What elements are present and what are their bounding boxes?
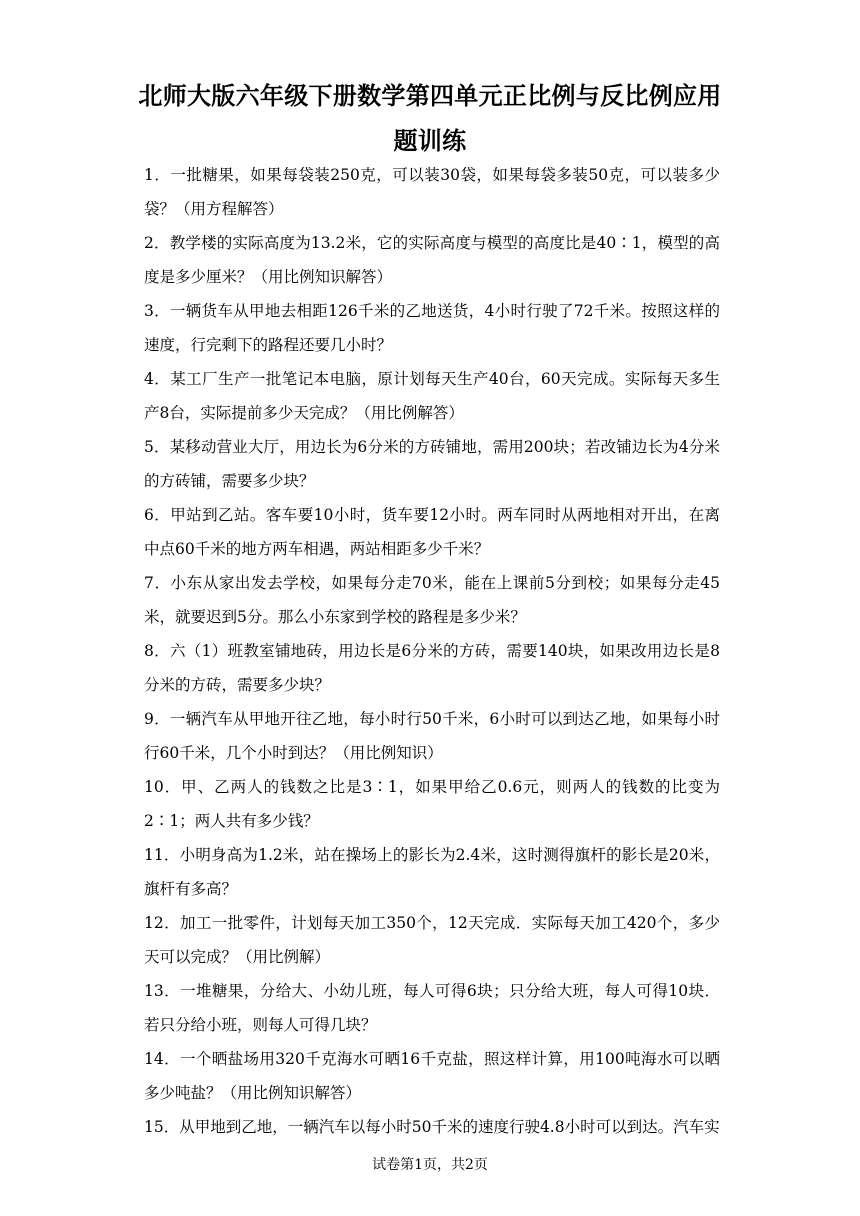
question-12: 12．加工一批零件，计划每天加工350个，12天完成．实际每天加工420个，多少天可以完成？（用比例解）	[144, 914, 720, 966]
question-3: 3．一辆货车从甲地去相距126千米的乙地送货，4小时行驶了72千米。按照这样的速度，行完剩下的路程还要几小时？	[144, 302, 720, 354]
question-2: 2．教学楼的实际高度为13.2米，它的实际高度与模型的高度比是40∶1，模型的高度是多少厘米？（用比例知识解答）	[144, 234, 720, 286]
page-title: 北师大版六年级下册数学第四单元正比例与反比例应用题训练	[138, 82, 722, 155]
question-13: 13．一堆糖果，分给大、小幼儿班，每人可得6块；只分给大班，每人可得10块．若只分给小班，则每人可得几块？	[144, 982, 720, 1034]
question-1: 1．一批糖果，如果每袋装250克，可以装30袋，如果每袋多装50克，可以装多少袋？（用方程解答）	[144, 166, 720, 218]
question-15: 15．从甲地到乙地，一辆汽车以每小时50千米的速度行驶4.8小时可以到达。汽车实	[144, 1118, 720, 1136]
question-11: 11．小明身高为1.2米，站在操场上的影长为2.4米，这时测得旗杆的影长是20米，旗杆有多高？	[144, 846, 720, 898]
question-8: 8．六（1）班教室铺地砖，用边长是6分米的方砖，需要140块，如果改用边长是8分米的方砖，需要多少块？	[144, 642, 720, 694]
question-7: 7．小东从家出发去学校，如果每分走70米，能在上课前5分到校；如果每分走45米，就要迟到5分。那么小东家到学校的路程是多少米？	[144, 574, 720, 626]
page-footer: 试卷第1页，共2页	[372, 1157, 488, 1173]
question-6: 6．甲站到乙站。客车要10小时，货车要12小时。两车同时从两地相对开出，在离中点60千米的地方两车相遇，两站相距多少千米？	[144, 506, 720, 558]
question-14: 14．一个晒盐场用320千克海水可晒16千克盐，照这样计算，用100吨海水可以晒多少吨盐？（用比例知识解答）	[144, 1050, 720, 1102]
question-4: 4．某工厂生产一批笔记本电脑，原计划每天生产40台，60天完成。实际每天多生产8台，实际提前多少天完成？（用比例解答）	[144, 370, 720, 422]
question-5: 5．某移动营业大厅，用边长为6分米的方砖铺地，需用200块；若改铺边长为4分米的方砖铺，需要多少块？	[144, 438, 720, 490]
question-9: 9．一辆汽车从甲地开往乙地，每小时行50千米，6小时可以到达乙地，如果每小时行60千米，几个小时到达？（用比例知识）	[144, 710, 720, 762]
question-list	[144, 158, 720, 1144]
question-10: 10．甲、乙两人的钱数之比是3∶1，如果甲给乙0.6元，则两人的钱数的比变为2∶1；两人共有多少钱？	[144, 778, 720, 830]
